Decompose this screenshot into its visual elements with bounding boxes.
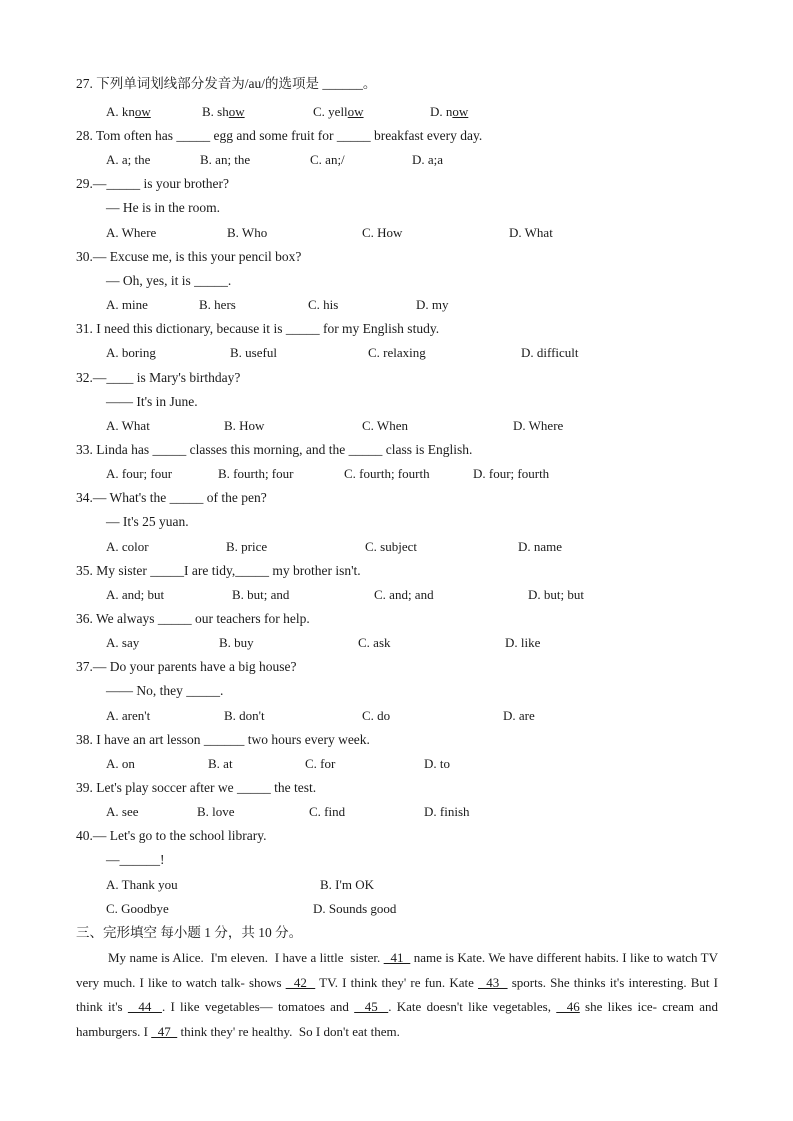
- question-36-option-c: C. ask: [358, 635, 391, 650]
- blank-41: 41: [383, 950, 411, 965]
- question-39-option-b: B. love: [197, 804, 235, 819]
- blank-42: 42: [285, 974, 316, 990]
- blank-46: 46: [556, 999, 580, 1014]
- question-40-option-b: B. I'm OK: [320, 877, 374, 892]
- option-c-prefix: C. yell: [313, 104, 348, 119]
- option-d-underlined: ow: [452, 104, 469, 119]
- question-28-option-b: B. an; the: [200, 152, 251, 167]
- question-31-option-d: D. difficult: [521, 345, 579, 360]
- question-34-option-a: A. color: [106, 539, 149, 554]
- question-33-option-b: B. fourth; four: [218, 466, 294, 481]
- question-30-option-c: C. his: [308, 297, 339, 312]
- question-27-option-a: [106, 104, 151, 120]
- blank-47: 47: [151, 1023, 178, 1039]
- question-37-reply: —— No, they _____.: [106, 683, 224, 698]
- question-29-option-a: A. Where: [106, 225, 157, 240]
- question-30-option-a: A. mine: [106, 297, 148, 312]
- question-29-option-d: D. What: [509, 225, 553, 240]
- option-d-prefix: D. n: [430, 104, 453, 119]
- question-33-option-c: C. fourth; fourth: [344, 466, 430, 481]
- question-38-option-d: D. to: [424, 756, 450, 771]
- question-33-option-d: D. four; fourth: [473, 466, 550, 481]
- question-35-option-b: B. but; and: [232, 587, 290, 602]
- option-b-underlined: ow: [228, 104, 245, 119]
- cloze-text-6: . Kate doesn't like vegetables,: [388, 999, 557, 1014]
- question-31-option-a: A. boring: [106, 345, 156, 360]
- question-34-option-d: D. name: [518, 539, 563, 554]
- question-34-option-c: C. subject: [365, 539, 417, 554]
- section-3-heading: 三、完形填空 每小题 1 分，共 10 分。: [76, 925, 303, 940]
- cloze-text-2: name is Kate. We have different habits. I like to watch TV very much. I like to watch talk- shows: [76, 950, 722, 990]
- cloze-text-3: TV. I think they' re fun. Kate: [315, 974, 478, 990]
- question-33-option-a: A. four; four: [106, 466, 173, 481]
- question-37-stem: 37.— Do your parents have a big house?: [76, 659, 297, 674]
- question-37-option-a: A. aren't: [106, 708, 151, 723]
- question-37-option-b: B. don't: [224, 708, 265, 723]
- option-b-prefix: B. sh: [202, 104, 229, 119]
- question-27-option-c: [313, 104, 364, 120]
- question-32-option-d: D. Where: [513, 418, 564, 433]
- question-39-option-a: A. see: [106, 804, 139, 819]
- question-36-option-b: B. buy: [219, 635, 254, 650]
- question-40-option-c: C. Goodbye: [106, 901, 169, 916]
- question-29-stem: 29.—_____ is your brother?: [76, 176, 229, 191]
- blank-44: 44: [127, 999, 162, 1014]
- cloze-text-4: sports. She thinks it's interesting. But I think it's: [76, 974, 722, 1014]
- cloze-text-1: My name is Alice. I'm eleven. I have a little sister.: [108, 950, 384, 965]
- question-33-stem: 33. Linda has _____ classes this morning, and the _____ class is English.: [76, 442, 473, 457]
- question-32-option-a: A. What: [106, 418, 150, 433]
- question-40-reply: —______!: [106, 852, 165, 867]
- question-29-reply: — He is in the room.: [106, 200, 220, 215]
- question-28-option-a: A. a; the: [106, 152, 151, 167]
- question-39-stem: 39. Let's play soccer after we _____ the test.: [76, 780, 317, 795]
- question-32-stem: 32.—____ is Mary's birthday?: [76, 370, 241, 385]
- question-34-option-b: B. price: [226, 539, 268, 554]
- question-38-option-b: B. at: [208, 756, 233, 771]
- question-35-option-c: C. and; and: [374, 587, 434, 602]
- cloze-text-7: she likes ice- cream and hamburgers. I: [76, 999, 722, 1039]
- question-35-stem: 35. My sister _____I are tidy,_____ my brother isn't.: [76, 563, 361, 578]
- blank-45: 45: [354, 999, 389, 1014]
- question-34-reply: — It's 25 yuan.: [106, 514, 189, 529]
- question-28-option-c: C. an;/: [310, 152, 345, 167]
- question-36-option-d: D. like: [505, 635, 541, 650]
- option-c-underlined: ow: [347, 104, 364, 119]
- question-40-option-d: D. Sounds good: [313, 901, 397, 916]
- question-28-stem: 28. Tom often has _____ egg and some fruit for _____ breakfast every day.: [76, 128, 483, 143]
- question-30-option-b: B. hers: [199, 297, 236, 312]
- question-32-option-b: B. How: [224, 418, 265, 433]
- question-27-option-b: [202, 104, 245, 120]
- question-27-stem: 27. 下列单词划线部分发音为/au/的选项是 ______。: [76, 76, 377, 91]
- question-32-option-c: C. When: [362, 418, 408, 433]
- question-30-stem: 30.— Excuse me, is this your pencil box?: [76, 249, 302, 264]
- question-31-option-b: B. useful: [230, 345, 277, 360]
- cloze-text-5: . I like vegetables— tomatoes and: [161, 999, 355, 1014]
- question-39-option-c: C. find: [309, 804, 346, 819]
- question-35-option-a: A. and; but: [106, 587, 165, 602]
- question-38-option-a: A. on: [106, 756, 135, 771]
- question-34-stem: 34.— What's the _____ of the pen?: [76, 490, 267, 505]
- question-37-option-d: D. are: [503, 708, 535, 723]
- question-30-reply: — Oh, yes, it is _____.: [106, 273, 232, 288]
- question-30-option-d: D. my: [416, 297, 449, 312]
- cloze-text-8: think they' re healthy. So I don't eat them.: [177, 1023, 400, 1039]
- question-29-option-c: C. How: [362, 225, 403, 240]
- question-40-stem: 40.— Let's go to the school library.: [76, 828, 267, 843]
- question-38-option-c: C. for: [305, 756, 336, 771]
- question-35-option-d: D. but; but: [528, 587, 584, 602]
- question-28-option-d: D. a;a: [412, 152, 444, 167]
- cloze-passage: [76, 946, 722, 1044]
- question-37-option-c: C. do: [362, 708, 391, 723]
- option-a-prefix: A. kn: [106, 104, 135, 119]
- question-36-option-a: A. say: [106, 635, 140, 650]
- question-31-option-c: C. relaxing: [368, 345, 426, 360]
- question-36-stem: 36. We always _____ our teachers for help.: [76, 611, 310, 626]
- question-29-option-b: B. Who: [227, 225, 268, 240]
- question-38-stem: 38. I have an art lesson ______ two hours every week.: [76, 732, 370, 747]
- option-a-underlined: ow: [134, 104, 151, 119]
- question-31-stem: 31. I need this dictionary, because it is _____ for my English study.: [76, 321, 440, 336]
- question-32-reply: —— It's in June.: [106, 394, 198, 409]
- question-27-option-d: [430, 104, 468, 120]
- blank-43: 43: [478, 974, 508, 990]
- question-39-option-d: D. finish: [424, 804, 470, 819]
- question-40-option-a: A. Thank you: [106, 877, 178, 892]
